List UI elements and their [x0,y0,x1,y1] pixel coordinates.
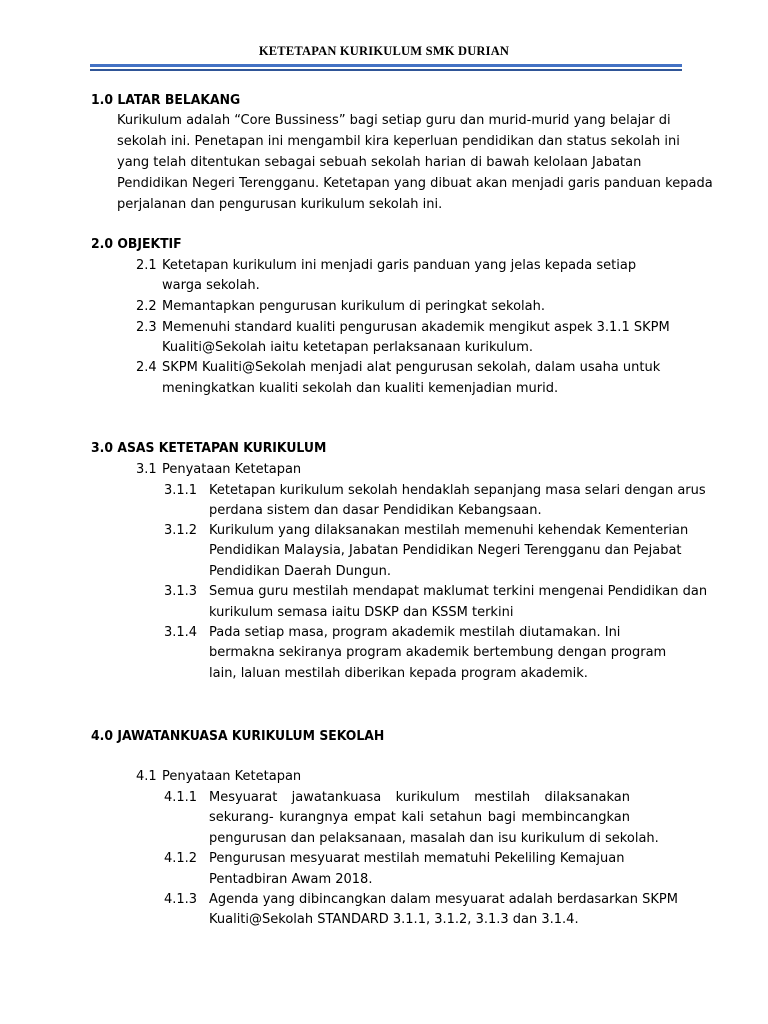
section-heading: 2.0 OBJEKTIF [91,236,182,252]
word: setahun [429,810,483,825]
item-number: 2.2 [136,299,157,314]
item-text: Memantapkan pengurusan kurikulum di peringkat sekolah. [162,299,545,314]
item-number: 4.1.3 [164,892,198,907]
header-rule [90,64,682,67]
item-number: 2.3 [136,320,157,335]
item-text: lain, laluan mestilah diberikan kepada program akademik. [209,666,588,681]
word: Mesyuarat [209,790,278,805]
word: dilaksanakan [544,790,630,805]
document-title: KETETAPAN KURIKULUM SMK DURIAN [258,44,510,58]
paragraph-line: sekolah ini. Penetapan ini mengambil kira keperluan pendidikan dan status sekolah ini [117,134,680,149]
item-text: perdana sistem dan dasar Pendidikan Kebangsaan. [209,503,542,518]
paragraph-line: Pendidikan Negeri Terengganu. Ketetapan yang dibuat akan menjadi garis panduan kepada [117,176,713,191]
word: mestilah [474,790,531,805]
paragraph-line: yang telah ditentukan sebagai sebuah sekolah harian di bawah kelolaan Jabatan [117,155,642,170]
item-text: kurikulum semasa iaitu DSKP dan KSSM terkini [209,605,514,620]
item-text: Pendidikan Malaysia, Jabatan Pendidikan Negeri Terengganu dan Pejabat [209,543,682,558]
item-text: Kurikulum yang dilaksanakan mestilah memenuhi kehendak Kementerian [209,523,689,538]
justified-line [209,788,630,808]
word: empat [353,810,396,825]
item-text: Memenuhi standard kualiti pengurusan akademik mengikut aspek 3.1.1 SKPM [162,320,670,335]
justified-line [209,808,630,828]
subsection-label: Penyataan Ketetapan [162,462,302,477]
item-number: 3.1.1 [164,483,198,498]
item-text: Kualiti@Sekolah iaitu ketetapan perlaksanaan kurikulum. [162,340,534,355]
word: sekurang- [209,810,274,825]
item-text: Pengurusan mesyuarat mestilah mematuhi Pekeliling Kemajuan [209,851,625,866]
word: kurangnya [279,810,349,825]
item-text: Agenda yang dibincangkan dalam mesyuarat adalah berdasarkan SKPM [209,892,678,907]
item-text: Ketetapan kurikulum sekolah hendaklah sepanjang masa selari dengan arus [209,483,706,498]
paragraph-line: perjalanan dan pengurusan kurikulum sekolah ini. [117,197,443,212]
word: bagi [487,810,516,825]
item-text: Pendidikan Daerah Dungun. [209,564,391,579]
word: jawatankuasa [291,790,382,805]
subsection-label: Penyataan Ketetapan [162,769,302,784]
paragraph-line: Kurikulum adalah “Core Bussiness” bagi setiap guru dan murid-murid yang belajar di [117,113,671,128]
item-text: Pada setiap masa, program akademik mestilah diutamakan. Ini [209,625,621,640]
header-rule-secondary [90,69,682,71]
item-text: SKPM Kualiti@Sekolah menjadi alat pengurusan sekolah, dalam usaha untuk [162,360,661,375]
section-heading: 3.0 ASAS KETETAPAN KURIKULUM [91,440,327,456]
item-text: meningkatkan kualiti sekolah dan kualiti kemenjadian murid. [162,381,559,396]
item-number: 2.1 [136,258,157,273]
subsection-number: 3.1 [136,462,157,477]
item-text: Pentadbiran Awam 2018. [209,872,373,887]
item-text: pengurusan dan pelaksanaan, masalah dan isu kurikulum di sekolah. [209,831,659,846]
item-number: 2.4 [136,360,157,375]
subsection-number: 4.1 [136,769,157,784]
item-number: 4.1.2 [164,851,198,866]
item-text: bermakna sekiranya program akademik bertembung dengan program [209,645,667,660]
section-heading: 4.0 JAWATANKUASA KURIKULUM SEKOLAH [91,728,385,744]
item-text: Kualiti@Sekolah STANDARD 3.1.1, 3.1.2, 3.1.3 dan 3.1.4. [209,912,579,927]
item-number: 3.1.2 [164,523,198,538]
item-number: 4.1.1 [164,790,198,805]
item-text: Ketetapan kurikulum ini menjadi garis panduan yang jelas kepada setiap [162,258,637,273]
item-text: warga sekolah. [162,278,260,293]
section-heading: 1.0 LATAR BELAKANG [91,92,241,108]
word: kurikulum [395,790,460,805]
item-number: 3.1.4 [164,625,198,640]
word: kali [401,810,424,825]
word: membincangkan [521,810,630,825]
item-number: 3.1.3 [164,584,198,599]
item-text: Semua guru mestilah mendapat maklumat terkini mengenai Pendidikan dan [209,584,708,599]
